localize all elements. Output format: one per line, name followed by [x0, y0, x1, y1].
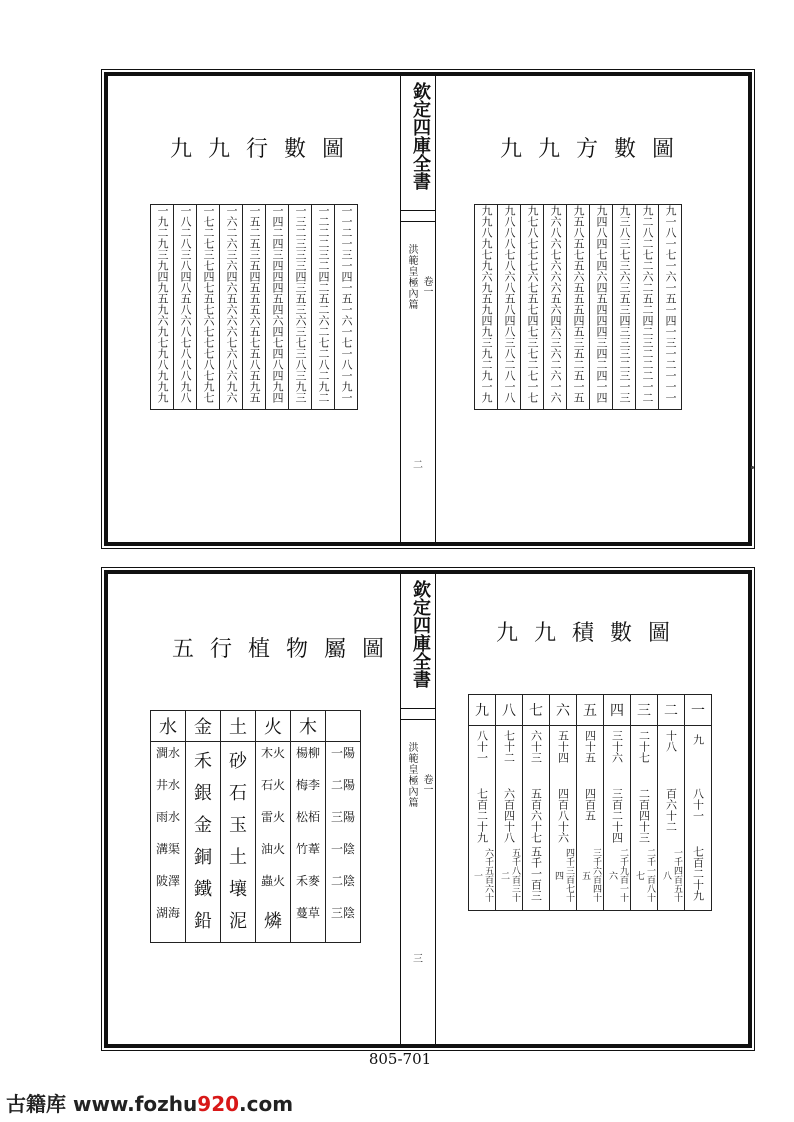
element-item: 鐵: [194, 879, 212, 900]
chart-column-text: 九八八八七八六八五八四八三八二八一八: [503, 205, 516, 403]
element-item: 砂: [229, 751, 247, 772]
element-item: 湖海: [155, 906, 180, 920]
product-values-column: [631, 726, 658, 911]
fish-tail-mark: [401, 708, 435, 720]
product-value-text: 五百六十七: [529, 788, 543, 843]
chart-column-text: 一一二一三一四一五一六一七一八一九一: [340, 205, 353, 403]
element-item: 二陰: [330, 874, 355, 888]
nine-nine-product-table: [468, 694, 712, 911]
product-value-cell: [550, 846, 576, 904]
product-header-cell: [685, 695, 712, 726]
chart-column-text: 一九二九三九四九五九六九七九八九九九: [156, 205, 169, 403]
bottom-right-page: [434, 574, 748, 1044]
chart-column: [151, 205, 174, 410]
element-header-text: 火: [264, 717, 282, 738]
element-item: 鉛: [194, 911, 212, 932]
five-elements-plants-table: [150, 710, 361, 943]
product-value-cell: [469, 788, 495, 846]
product-value-cell: [496, 846, 522, 904]
watermark-prefix: 古籍库 www.fozhu: [6, 1092, 198, 1116]
product-value-cell: [685, 846, 711, 904]
product-value-cell: [577, 730, 603, 788]
element-item: 蔓草: [295, 906, 320, 920]
product-value-text: 四百五: [583, 788, 597, 821]
page-number: 805-701: [368, 1050, 432, 1068]
product-values-column: [550, 726, 577, 911]
product-values-column: [604, 726, 631, 911]
product-header-text: 三: [637, 703, 651, 719]
chart-column: [174, 205, 197, 410]
spine-page-number: 二: [413, 460, 423, 471]
element-item: 銅: [194, 847, 212, 868]
element-item: 溝渠: [155, 842, 180, 856]
product-values-column: [496, 726, 523, 911]
bottom-spread: [104, 570, 752, 1048]
product-value-text: 二百四十三: [637, 788, 651, 843]
chart-column-text: 一五二五三五四五五五六五七五八五九五: [248, 205, 261, 403]
chart-column: [613, 205, 636, 410]
product-values-column: [469, 726, 496, 911]
product-values-column: [658, 726, 685, 911]
product-header-cell: [658, 695, 685, 726]
chart-column-text: 九四八四七四六四五四四四三四二四一四: [595, 205, 608, 403]
chart-column-text: 一六二六三六四六五六六六七六八六九六: [225, 205, 238, 403]
chart-column-text: 九六八六七六六六五六四六三六二六一六: [549, 205, 562, 403]
element-items-column: [326, 742, 361, 943]
product-value-cell: [658, 846, 684, 904]
element-items-column: [221, 742, 256, 943]
chart-column-text: 九二八二七二六二五二四二三二二二一二: [641, 205, 654, 403]
chart-column: [266, 205, 289, 410]
product-header-cell: [469, 695, 496, 726]
product-header-cell: [577, 695, 604, 726]
chart-column: [475, 205, 498, 410]
chart-column: [243, 205, 266, 410]
element-header-cell: [221, 711, 256, 742]
element-item: 一陽: [330, 746, 355, 760]
spine-subtitle: 洪範皇極內篇: [406, 742, 417, 808]
chart-column: [544, 205, 567, 410]
element-item: 玉: [229, 815, 247, 836]
product-value-text: 九: [691, 734, 705, 745]
spine-column-top: [400, 76, 436, 542]
product-header-cell: [523, 695, 550, 726]
element-items-column: [151, 742, 186, 943]
spine-volume: 卷一: [421, 774, 432, 794]
watermark-highlight: 920: [197, 1092, 240, 1116]
product-value-cell: [469, 730, 495, 788]
product-value-cell: [577, 788, 603, 846]
element-item: 木火: [260, 746, 285, 760]
chart-column: [659, 205, 682, 410]
element-item: 泥: [229, 911, 247, 932]
nine-nine-square-chart-heading: 九九方數圖: [500, 137, 691, 162]
product-value-text: 二十七: [637, 730, 651, 763]
product-values-column: [577, 726, 604, 911]
chart-column-text: 九九八九七九六九五九四九三九二九一九: [480, 205, 493, 403]
product-value-text: 六百四十八: [502, 788, 516, 843]
product-value-cell: [631, 846, 657, 904]
element-header-cell: [151, 711, 186, 742]
product-value-text: 五千八百三十二: [499, 848, 520, 902]
element-header-cell: [186, 711, 221, 742]
chart-column: [498, 205, 521, 410]
product-value-cell: [658, 788, 684, 846]
nine-nine-row-chart-heading: 九九行數圖: [170, 137, 361, 162]
chart-column: [197, 205, 220, 410]
fish-tail-mark: [401, 210, 435, 222]
product-value-cell: [496, 788, 522, 846]
product-value-text: 二千九百一十六: [607, 848, 628, 902]
element-header-text: 土: [229, 717, 247, 738]
chart-column: [590, 205, 613, 410]
product-value-text: 四百八十六: [556, 788, 570, 843]
product-value-cell: [604, 788, 630, 846]
product-value-text: 三十六: [610, 730, 624, 763]
top-spread: [104, 72, 752, 546]
product-value-text: 四十五: [583, 730, 597, 763]
spine-book-title: 欽定四庫全書: [410, 580, 431, 688]
product-header-text: 五: [583, 703, 597, 719]
chart-column-text: 九五八五七五六五五五四五三五二五一五: [572, 205, 585, 403]
chart-column-text: 九一八一七一六一五一四一三一二一一一: [664, 205, 677, 403]
product-value-text: 五十四: [556, 730, 570, 763]
element-item: 石火: [260, 778, 285, 792]
product-value-text: 四千三百七十四: [553, 848, 574, 902]
element-item: 金: [194, 815, 212, 836]
top-right-page: [434, 76, 748, 542]
nine-nine-product-chart-heading: 九九積數圖: [496, 621, 687, 646]
element-header-cell: [256, 711, 291, 742]
element-item: 澗水: [155, 746, 180, 760]
element-item: 禾: [194, 751, 212, 772]
element-item: 雷火: [260, 810, 285, 824]
nine-nine-square-chart-table: [474, 204, 682, 410]
element-item: 油火: [260, 842, 285, 856]
element-item: 三陽: [330, 810, 355, 824]
element-item: 井水: [155, 778, 180, 792]
bottom-left-page: [108, 574, 400, 1044]
element-item: 土: [229, 847, 247, 868]
spine-book-title: 欽定四庫全書: [410, 82, 431, 190]
nine-nine-row-chart-table: [150, 204, 358, 410]
element-items-column: [256, 742, 291, 943]
spine-column-bottom: [400, 574, 436, 1044]
element-item: 梅李: [295, 778, 320, 792]
product-header-cell: [631, 695, 658, 726]
watermark-suffix: .com: [239, 1092, 294, 1116]
product-value-text: 五千一百三: [529, 846, 543, 901]
product-value-cell: [523, 788, 549, 846]
element-header-cell: [326, 711, 361, 742]
top-left-page: [108, 76, 400, 542]
product-value-text: 七百二十九: [475, 788, 489, 843]
product-values-column: [523, 726, 550, 911]
element-item: 二陽: [330, 778, 355, 792]
element-item: 銀: [194, 783, 212, 804]
chart-column: [289, 205, 312, 410]
element-header-text: 木: [299, 717, 317, 738]
spine-page-number: 三: [413, 954, 423, 965]
product-value-text: 十八: [664, 730, 678, 752]
product-value-cell: [550, 730, 576, 788]
element-item: 竹葦: [295, 842, 320, 856]
product-value-cell: [685, 730, 711, 788]
product-value-text: 百六十二: [664, 788, 678, 832]
product-value-text: 七百二十九: [691, 846, 705, 901]
element-header-cell: [291, 711, 326, 742]
element-item: 三陰: [330, 906, 355, 920]
product-value-cell: [658, 730, 684, 788]
product-value-cell: [604, 846, 630, 904]
five-elements-plants-chart-heading: 五行植物屬圖: [172, 637, 401, 662]
product-header-text: 一: [691, 703, 705, 719]
product-header-text: 二: [664, 703, 678, 719]
product-value-cell: [604, 730, 630, 788]
product-value-cell: [631, 730, 657, 788]
element-item: 陂澤: [155, 874, 180, 888]
product-value-cell: [631, 788, 657, 846]
product-header-text: 八: [502, 703, 516, 719]
product-value-text: 八十一: [475, 730, 489, 763]
product-value-text: 六千五百六十一: [472, 848, 493, 902]
chart-column: [335, 205, 358, 410]
element-item: 松栢: [295, 810, 320, 824]
chart-column-text: 一四二四三四四四五四六四七四八四九四: [271, 205, 284, 403]
chart-column: [220, 205, 243, 410]
product-header-text: 九: [475, 703, 489, 719]
product-header-cell: [550, 695, 577, 726]
element-item: 禾麥: [295, 874, 320, 888]
product-value-cell: [523, 846, 549, 904]
chart-column-text: 九七八七七七六七五七四七三七二七一七: [526, 205, 539, 403]
product-value-text: 六十三: [529, 730, 543, 763]
chart-column-text: 九三八三七三六三五三四三三三二三一三: [618, 205, 631, 403]
scan-speck: [751, 466, 754, 469]
site-watermark: [6, 1088, 293, 1117]
chart-column-text: 一八二八三八四八五八六八七八八八九八: [179, 205, 192, 403]
element-item: 蟲火: [260, 874, 285, 888]
product-value-text: 三百二十四: [610, 788, 624, 843]
product-value-cell: [577, 846, 603, 904]
product-value-text: 一千四百五十八: [661, 848, 682, 902]
chart-column: [636, 205, 659, 410]
spine-subtitle: 洪範皇極內篇: [406, 244, 417, 310]
chart-column: [567, 205, 590, 410]
product-value-cell: [523, 730, 549, 788]
product-values-column: [685, 726, 712, 911]
element-item: 壤: [229, 879, 247, 900]
product-value-cell: [550, 788, 576, 846]
spine-volume: 卷一: [421, 276, 432, 296]
element-item: 石: [229, 783, 247, 804]
element-item: 燐: [264, 911, 282, 932]
product-header-cell: [496, 695, 523, 726]
product-value-cell: [685, 788, 711, 846]
element-header-text: 金: [194, 717, 212, 738]
chart-column-text: 一七二七三七四七五七六七七七八七九七: [202, 205, 215, 403]
element-header-text: 水: [159, 717, 177, 738]
element-items-column: [291, 742, 326, 943]
element-item: 一陰: [330, 842, 355, 856]
product-value-text: 七十二: [502, 730, 516, 763]
element-item: 雨水: [155, 810, 180, 824]
chart-column-text: 一二二二三二四二五二六二七二八二九二: [317, 205, 330, 403]
product-header-text: 四: [610, 703, 624, 719]
product-value-cell: [469, 846, 495, 904]
product-header-text: 七: [529, 703, 543, 719]
product-header-cell: [604, 695, 631, 726]
chart-column-text: 一三二三三三四三五三六三七三八三九三: [294, 205, 307, 403]
product-value-text: 八十一: [691, 788, 705, 821]
element-item: 楊柳: [295, 746, 320, 760]
chart-column: [521, 205, 544, 410]
product-value-cell: [496, 730, 522, 788]
product-header-text: 六: [556, 703, 570, 719]
chart-column: [312, 205, 335, 410]
product-value-text: 三千六百四十五: [580, 848, 601, 902]
product-value-text: 二千一百八十七: [634, 848, 655, 902]
element-items-column: [186, 742, 221, 943]
